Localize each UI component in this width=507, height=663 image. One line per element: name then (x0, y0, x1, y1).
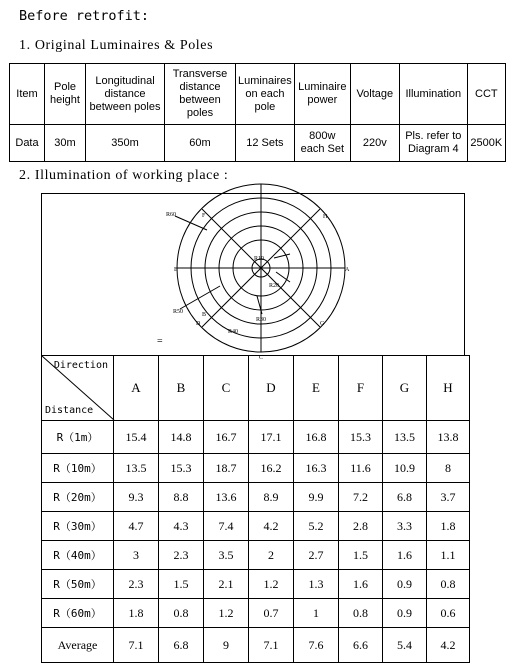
value-cell: 1.8 (114, 599, 159, 628)
pointer-r50 (180, 286, 220, 309)
value-cell: 2.8 (339, 512, 383, 541)
column-header: H (427, 356, 470, 421)
label-r10: R10 (254, 256, 265, 262)
average-cell: 7.1 (249, 628, 294, 663)
value-cell: 3.3 (383, 512, 427, 541)
value-cell: 3.7 (427, 483, 470, 512)
header-cell: Luminaires on each pole (236, 64, 295, 125)
header-cell: Pole height (45, 64, 86, 125)
table-row (42, 512, 470, 541)
value-cell: 13.6 (204, 483, 249, 512)
row-label: R（60m） (42, 599, 114, 628)
value-cell: 0.8 (339, 599, 383, 628)
section-1-number: 1. (19, 38, 31, 53)
value-cell: 5.2 (294, 512, 339, 541)
average-row (42, 628, 470, 663)
label-e: E (174, 267, 178, 273)
luminaires-table (9, 63, 506, 162)
value-cell: 2.7 (294, 541, 339, 570)
page-heading: Before retrofit: (19, 8, 150, 24)
label-equals: = (157, 336, 163, 347)
data-cell: 30m (45, 125, 86, 162)
column-header: B (159, 356, 204, 421)
value-cell: 0.8 (427, 570, 470, 599)
polar-diagram-frame (41, 193, 465, 361)
section-1-text: Original Luminaires & Poles (34, 38, 214, 53)
value-cell: 0.9 (383, 570, 427, 599)
average-cell: 5.4 (383, 628, 427, 663)
data-cell: 350m (86, 125, 165, 162)
label-c: C (259, 355, 264, 361)
data-cell: Data (10, 125, 45, 162)
value-cell: 16.3 (294, 454, 339, 483)
column-header: C (204, 356, 249, 421)
column-header: F (339, 356, 383, 421)
illum-header-row (42, 356, 470, 421)
data-cell: 12 Sets (236, 125, 295, 162)
value-cell: 1.3 (294, 570, 339, 599)
value-cell: 15.3 (339, 421, 383, 454)
value-cell: 13.8 (427, 421, 470, 454)
value-cell: 16.7 (204, 421, 249, 454)
header-cell: Voltage (350, 64, 399, 125)
label-f: F (202, 213, 206, 219)
table-row (42, 541, 470, 570)
section-2-title (19, 168, 228, 184)
value-cell: 7.4 (204, 512, 249, 541)
label-r60: R60 (166, 212, 177, 218)
column-header: D (249, 356, 294, 421)
direction-label: Direction (53, 360, 108, 371)
row-label: R（20m） (42, 483, 114, 512)
average-cell: 6.8 (159, 628, 204, 663)
value-cell: 15.4 (114, 421, 159, 454)
header-cell: Luminaire power (294, 64, 350, 125)
label-r20: R20 (269, 283, 280, 289)
table-row (42, 599, 470, 628)
distance-label: Distance (45, 405, 94, 416)
value-cell: 1.6 (339, 570, 383, 599)
value-cell: 1 (294, 599, 339, 628)
label-h: H (323, 214, 328, 220)
value-cell: 0.7 (249, 599, 294, 628)
column-header: G (383, 356, 427, 421)
value-cell: 4.7 (114, 512, 159, 541)
value-cell: 1.8 (427, 512, 470, 541)
average-cell: 9 (204, 628, 249, 663)
row-label: R（40m） (42, 541, 114, 570)
column-header: A (114, 356, 159, 421)
value-cell: 10.9 (383, 454, 427, 483)
value-cell: 3 (114, 541, 159, 570)
value-cell: 4.3 (159, 512, 204, 541)
table-row (42, 454, 470, 483)
value-cell: 6.8 (383, 483, 427, 512)
header-cell: CCT (467, 64, 505, 125)
section-1-title (19, 38, 213, 54)
label-r50: R50 (173, 309, 184, 315)
illumination-table (41, 355, 470, 663)
value-cell: 11.6 (339, 454, 383, 483)
value-cell: 2.3 (159, 541, 204, 570)
value-cell: 2 (249, 541, 294, 570)
header-cell: Longitudinal distance between poles (86, 64, 165, 125)
data-cell: 60m (165, 125, 236, 162)
label-g: G (320, 321, 325, 327)
value-cell: 9.9 (294, 483, 339, 512)
value-cell: 1.5 (339, 541, 383, 570)
value-cell: 13.5 (383, 421, 427, 454)
value-cell: 0.8 (159, 599, 204, 628)
section-2-number: 2. (19, 168, 31, 183)
value-cell: 16.8 (294, 421, 339, 454)
value-cell: 8.8 (159, 483, 204, 512)
pointer-r20 (274, 254, 290, 258)
label-a: A (345, 267, 350, 273)
average-cell: 7.1 (114, 628, 159, 663)
table-row (42, 483, 470, 512)
value-cell: 7.2 (339, 483, 383, 512)
value-cell: 2.1 (204, 570, 249, 599)
value-cell: 0.9 (383, 599, 427, 628)
label-r40: R40 (228, 329, 239, 335)
header-cell: Item (10, 64, 45, 125)
row-label: R（10m） (42, 454, 114, 483)
value-cell: 13.5 (114, 454, 159, 483)
table-row (42, 421, 470, 454)
value-cell: 18.7 (204, 454, 249, 483)
value-cell: 15.3 (159, 454, 204, 483)
value-cell: 1.6 (383, 541, 427, 570)
data-cell: 800w each Set (294, 125, 350, 162)
data-cell: Pls. refer to Diagram 4 (399, 125, 467, 162)
average-cell: 4.2 (427, 628, 470, 663)
value-cell: 8 (427, 454, 470, 483)
value-cell: 0.6 (427, 599, 470, 628)
value-cell: 1.2 (204, 599, 249, 628)
column-header: E (294, 356, 339, 421)
average-cell: 7.6 (294, 628, 339, 663)
row-label: R（30m） (42, 512, 114, 541)
average-label: Average (42, 628, 114, 663)
row-label: R（1m） (42, 421, 114, 454)
value-cell: 1.5 (159, 570, 204, 599)
row-label: R（50m） (42, 570, 114, 599)
luminaires-header-row (10, 64, 506, 125)
luminaires-data-row (10, 125, 506, 162)
value-cell: 3.5 (204, 541, 249, 570)
value-cell: 16.2 (249, 454, 294, 483)
table-row (42, 570, 470, 599)
value-cell: 4.2 (249, 512, 294, 541)
header-cell: Transverse distance between poles (165, 64, 236, 125)
header-cell: Illumination (399, 64, 467, 125)
label-r30: R30 (256, 317, 267, 323)
value-cell: 9.3 (114, 483, 159, 512)
value-cell: 14.8 (159, 421, 204, 454)
label-d: D (196, 321, 201, 327)
polar-diagram (42, 194, 466, 361)
value-cell: 17.1 (249, 421, 294, 454)
section-2-text: Illumination of working place : (34, 168, 229, 183)
value-cell: 2.3 (114, 570, 159, 599)
value-cell: 1.1 (427, 541, 470, 570)
value-cell: 8.9 (249, 483, 294, 512)
label-b: B (202, 312, 207, 318)
corner-cell (42, 356, 114, 421)
value-cell: 1.2 (249, 570, 294, 599)
data-cell: 2500K (467, 125, 505, 162)
data-cell: 220v (350, 125, 399, 162)
average-cell: 6.6 (339, 628, 383, 663)
